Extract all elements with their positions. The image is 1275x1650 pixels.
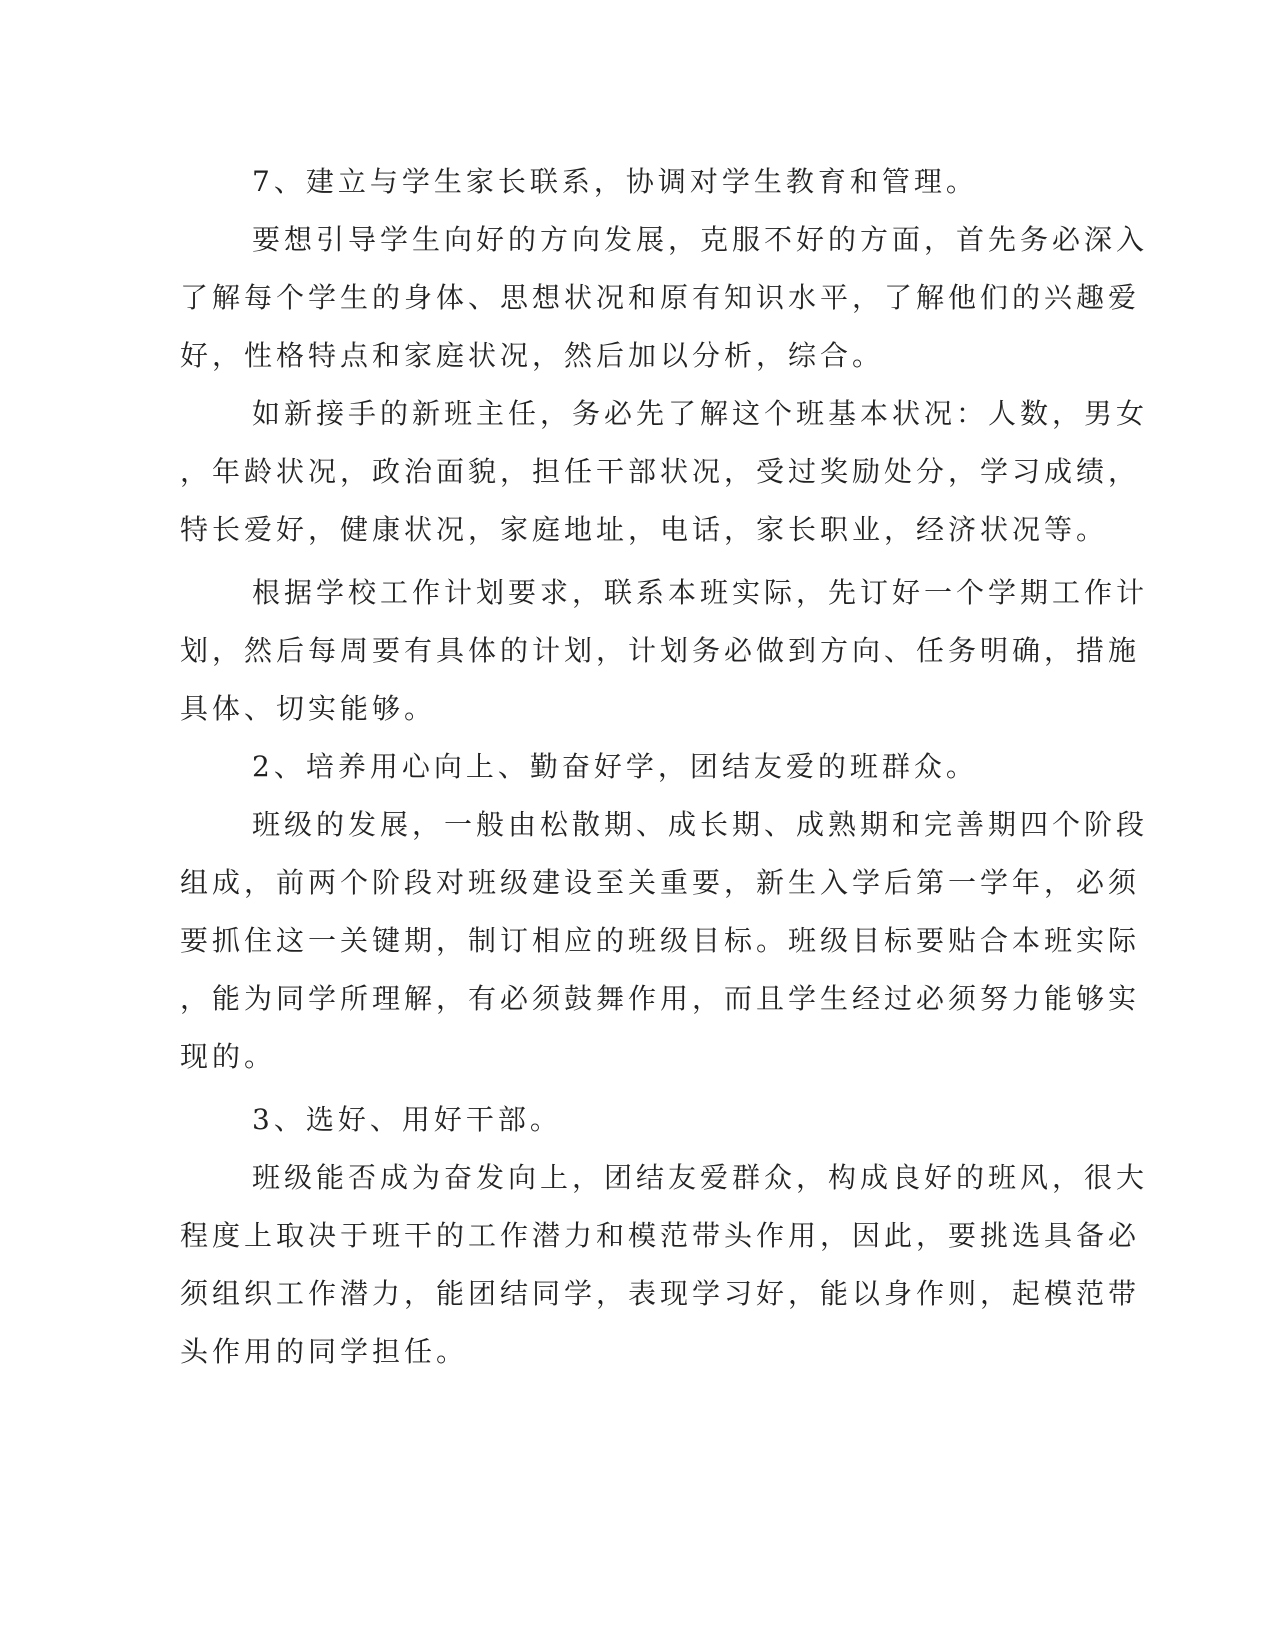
heading-3: 3、选好、用好干部。 (252, 1103, 562, 1136)
paragraph-line: 须组织工作潜力，能团结同学，表现学习好，能以身作则，起模范带 (180, 1277, 1141, 1310)
paragraph-line: 特长爱好，健康状况，家庭地址，电话，家长职业，经济状况等。 (180, 513, 1109, 546)
heading-7: 7、建立与学生家长联系，协调对学生教育和管理。 (252, 165, 978, 198)
paragraph-line: 根据学校工作计划要求，联系本班实际，先订好一个学期工作计 (252, 576, 1149, 609)
paragraph-line: 现的。 (180, 1040, 277, 1073)
paragraph-line: 班级的发展，一般由松散期、成长期、成熟期和完善期四个阶段 (252, 808, 1149, 841)
paragraph-line: 具体、切实能够。 (180, 692, 437, 725)
paragraph-line: ，能为同学所理解，有必须鼓舞作用，而且学生经过必须努力能够实 (180, 982, 1141, 1015)
paragraph-line: 如新接手的新班主任，务必先了解这个班基本状况：人数，男女 (252, 397, 1149, 430)
paragraph-line: 好，性格特点和家庭状况，然后加以分析，综合。 (180, 339, 885, 372)
paragraph-line: 了解每个学生的身体、思想状况和原有知识水平，了解他们的兴趣爱 (180, 281, 1141, 314)
paragraph-line: 要抓住这一关键期，制订相应的班级目标。班级目标要贴合本班实际 (180, 924, 1141, 957)
paragraph-line: 头作用的同学担任。 (180, 1335, 469, 1368)
heading-2: 2、培养用心向上、勤奋好学，团结友爱的班群众。 (252, 750, 978, 783)
paragraph-line: 组成，前两个阶段对班级建设至关重要，新生入学后第一学年，必须 (180, 866, 1141, 899)
paragraph-line: 要想引导学生向好的方向发展，克服不好的方面，首先务必深入 (252, 223, 1149, 256)
paragraph-line: 班级能否成为奋发向上，团结友爱群众，构成良好的班风，很大 (252, 1161, 1149, 1194)
paragraph-line: ，年龄状况，政治面貌，担任干部状况，受过奖励处分，学习成绩， (180, 455, 1141, 488)
paragraph-line: 程度上取决于班干的工作潜力和模范带头作用，因此，要挑选具备必 (180, 1219, 1141, 1252)
paragraph-line: 划，然后每周要有具体的计划，计划务必做到方向、任务明确，措施 (180, 634, 1141, 667)
